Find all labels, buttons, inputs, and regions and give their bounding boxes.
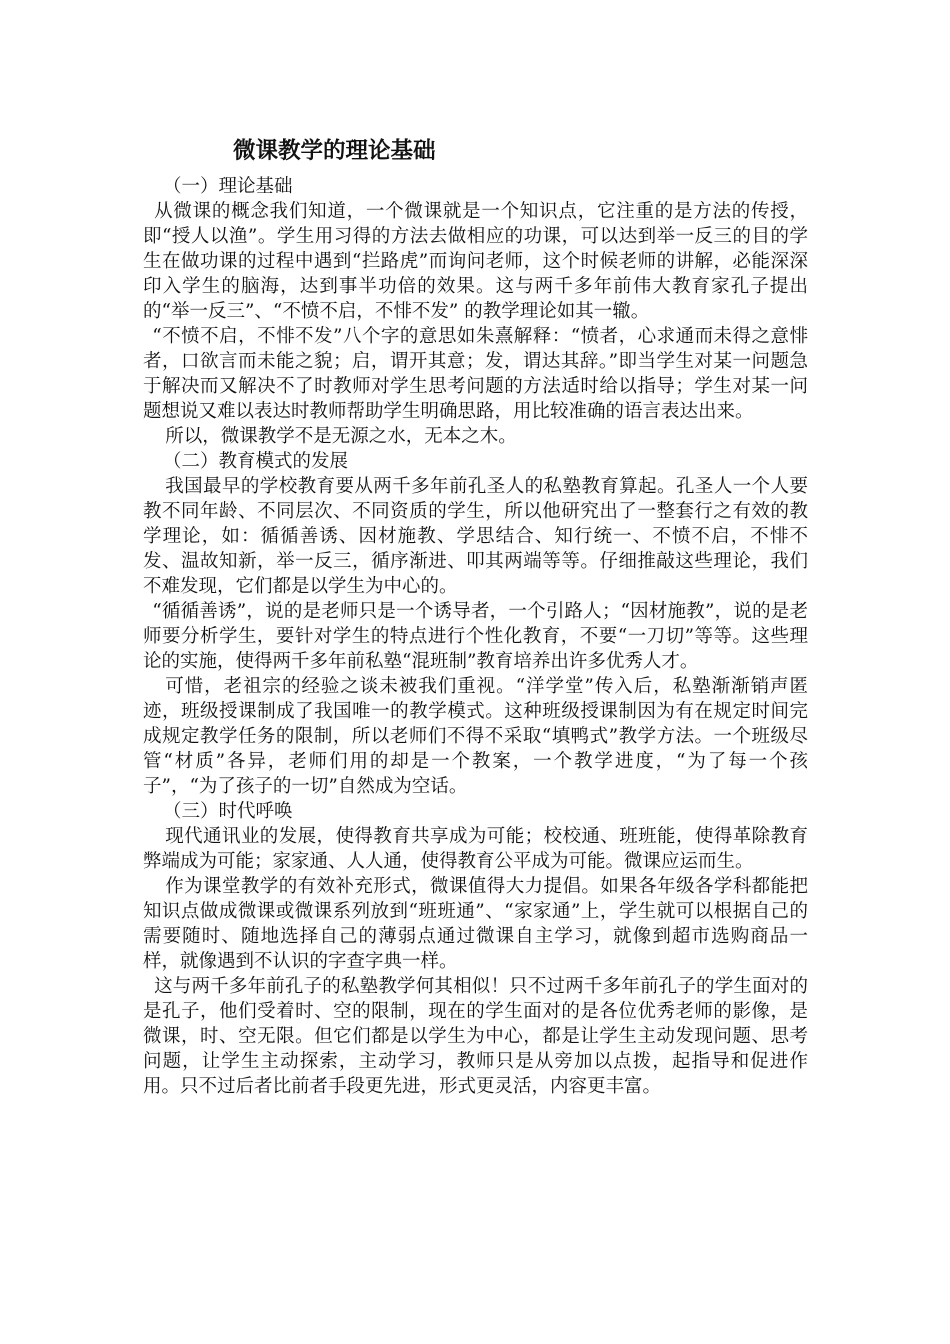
page-title: 微课教学的理论基础 xyxy=(233,138,436,164)
section-heading-1: （一）理论基础 xyxy=(163,176,293,197)
paragraph: 可惜，老祖宗的经验之谈未被我们重视。“洋学堂”传入后，私塾渐渐销声匿迹，班级授课制成了我国唯一的教学模式。这种班级授课制因为有在规定时间完成规定教学任务的限制，所以老师们不得不采取“填鸭式”教学方法。一个班级尽管“材质”各异，老师们用的却是一个教案，一个教学进度，“为了每一个孩子”，“为了孩子的一切”自然成为空话。 xyxy=(143,676,808,797)
paragraph: 从微课的概念我们知道，一个微课就是一个知识点，它注重的是方法的传授，即“授人以渔”。学生用习得的方法去做相应的功课，可以达到举一反三的目的学生在做功课的过程中遇到“拦路虎”而询问老师，这个时候老师的讲解，必能深深印入学生的脑海，达到事半功倍的效果。这与两千多年前伟大教育家孔子提出的“举一反三”、“不愤不启，不悱不发” 的教学理论如其一辙。 xyxy=(143,201,808,322)
paragraph: 所以，微课教学不是无源之水，无本之木。 xyxy=(165,426,517,447)
paragraph: 现代通讯业的发展，使得教育共享成为可能；校校通、班班能，使得革除教育弊端成为可能；家家通、人人通，使得教育公平成为可能。微课应运而生。 xyxy=(143,826,808,872)
paragraph: 这与两千多年前孔子的私塾教学何其相似！只不过两千多年前孔子的学生面对的是孔子，他们受着时、空的限制，现在的学生面对的是各位优秀老师的影像，是微课，时、空无限。但它们都是以学生为中心，都是让学生主动发现问题、思考问题，让学生主动探索，主动学习，教师只是从旁加以点拨，起指导和促进作用。只不过后者比前者手段更先进，形式更灵活，内容更丰富。 xyxy=(143,976,808,1097)
paragraph: “循循善诱”，说的是老师只是一个诱导者，一个引路人；“因材施教”，说的是老师要分析学生，要针对学生的特点进行个性化教育，不要“一刀切”等等。这些理论的实施，使得两千多年前私塾“混班制”教育培养出许多优秀人才。 xyxy=(143,601,808,672)
section-heading-2: （二）教育模式的发展 xyxy=(163,451,349,472)
section-heading-3: （三）时代呼唤 xyxy=(163,801,293,822)
paragraph: 我国最早的学校教育要从两千多年前孔圣人的私塾教育算起。孔圣人一个人要教不同年龄、不同层次、不同资质的学生，所以他研究出了一整套行之有效的教学理论，如：循循善诱、因材施教、学思结合、知行统一、不愤不启，不悱不发、温故知新，举一反三，循序渐进、叩其两端等等。仔细推敲这些理论，我们不难发现，它们都是以学生为中心的。 xyxy=(143,476,808,597)
paragraph: 作为课堂教学的有效补充形式，微课值得大力提倡。如果各年级各学科都能把知识点做成微课或微课系列放到“班班通”、“家家通”上，学生就可以根据自己的需要随时、随地选择自己的薄弱点通过微课自主学习，就像到超市选购商品一样，就像遇到不认识的字查字典一样。 xyxy=(143,876,808,972)
paragraph: “不愤不启，不悱不发”八个字的意思如朱熹解释：“愤者，心求通而未得之意悱者，口欲言而未能之貌；启，谓开其意；发，谓达其辞。”即当学生对某一问题急于解决而又解决不了时教师对学生思考问题的方法适时给以指导；学生对某一问题想说又难以表达时教师帮助学生明确思路，用比较准确的语言表达出来。 xyxy=(143,326,808,422)
document-body xyxy=(143,136,808,1099)
